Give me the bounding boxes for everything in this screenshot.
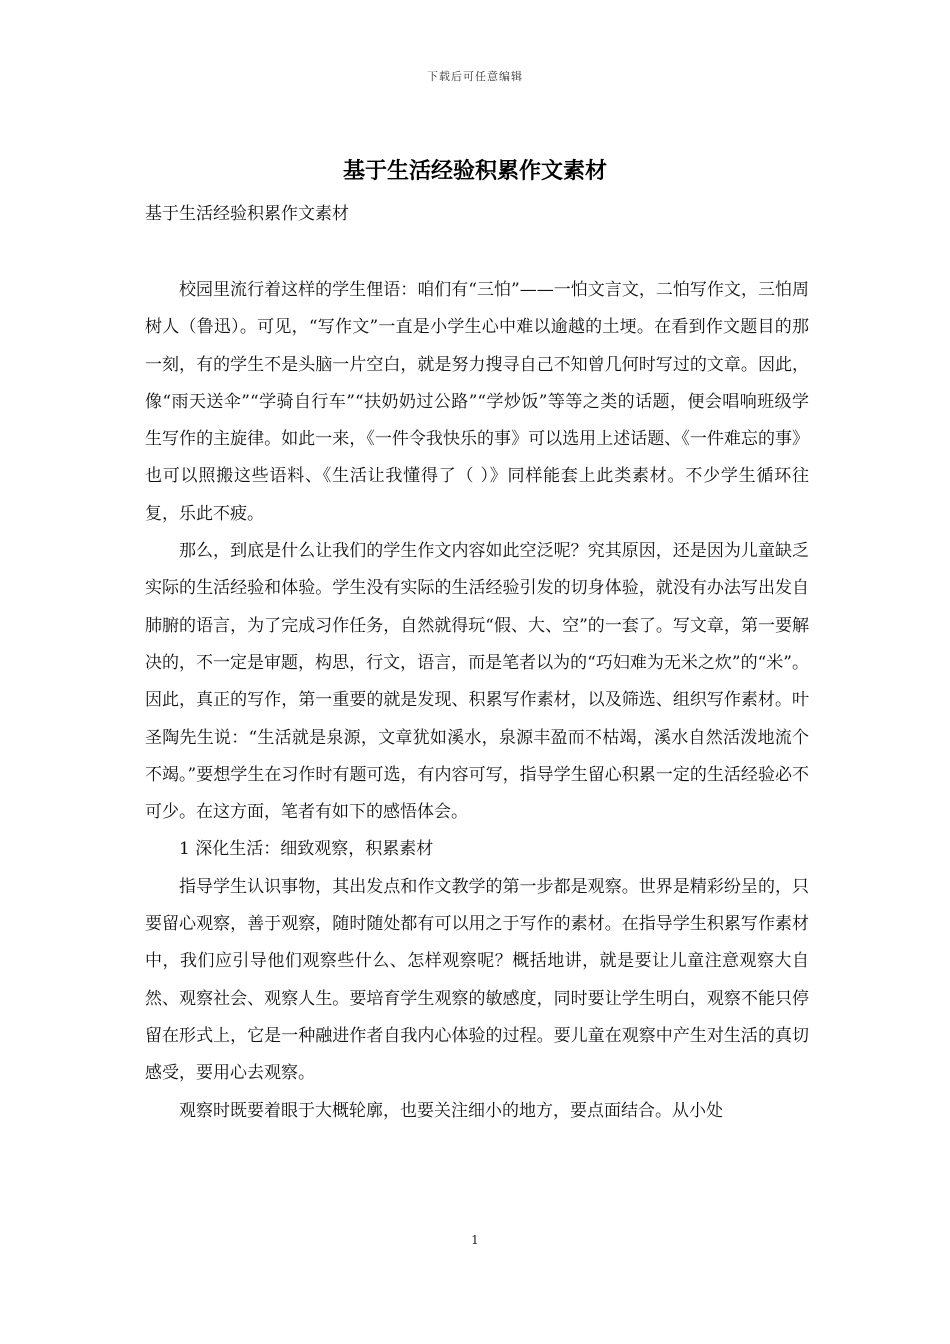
section-heading: 1 深化生活：细致观察，积累素材	[179, 839, 434, 860]
document-body	[145, 272, 809, 1130]
paragraph-detail: 观察时既要着眼于大概轮廓，也要关注细小的地方，要点面结合。从小处	[179, 1100, 723, 1121]
paragraph-intro: 校园里流行着这样的学生俚语：咱们有“三怕”——一怕文言文，二怕写作文，三怕周树人（鲁迅）。可见，“写作文”一直是小学生心中难以逾越的土埂。在看到作文题目的那一刻，有的学生不是头脑一片空白，就是努力搜寻自己不知曾几何时写过的文章。因此，像“雨天送伞”“学骑自行车”“扶奶奶过公路”“学炒饭”等等之类的话题，便会唱响班级学生写作的主旋律。如此一来，《一件令我快乐的事》可以选用上述话题、《一件难忘的事》也可以照搬这些语料、《生活让我懂得了（ ）》同样能套上此类素材。不少学生循环往复，乐此不疲。	[145, 280, 809, 524]
document-title: 基于生活经验积累作文素材	[342, 158, 607, 184]
page-number: 1	[471, 1233, 479, 1247]
paragraph-observation: 指导学生认识事物，其出发点和作文教学的第一步都是观察。世界是精彩纷呈的，只要留心观察，善于观察，随时随处都有可以用之于写作的素材。在指导学生积累写作素材中，我们应引导他们观察些什么、怎样观察呢？概括地讲，就是要让儿童注意观察大自然、观察社会、观察人生。要培育学生观察的敏感度，同时要让学生明白，观察不能只停留在形式上，它是一种融进作者自我内心体验的过程。要儿童在观察中产生对生活的真切感受，要用心去观察。	[145, 876, 809, 1084]
header-note: 下载后可任意编辑	[427, 70, 523, 83]
document-subtitle: 基于生活经验积累作文素材	[145, 204, 349, 224]
paragraph-cause: 那么，到底是什么让我们的学生作文内容如此空泛呢？究其原因，还是因为儿童缺乏实际的生活经验和体验。学生没有实际的生活经验引发的切身体验，就没有办法写出发自肺腑的语言，为了完成习作任务，自然就得玩“假、大、空”的一套了。写文章，第一要解决的，不一定是审题，构思，行文，语言，而是笔者以为的“巧妇难为无米之炊”的“米”。因此，真正的写作，第一重要的就是发现、积累写作素材，以及筛选、组织写作素材。叶圣陶先生说：“生活就是泉源，文章犹如溪水，泉源丰盈而不枯竭，溪水自然活泼地流个不竭。”要想学生在习作时有题可选，有内容可写，指导学生留心积累一定的生活经验必不可少。在这方面，笔者有如下的感悟体会。	[145, 541, 809, 823]
